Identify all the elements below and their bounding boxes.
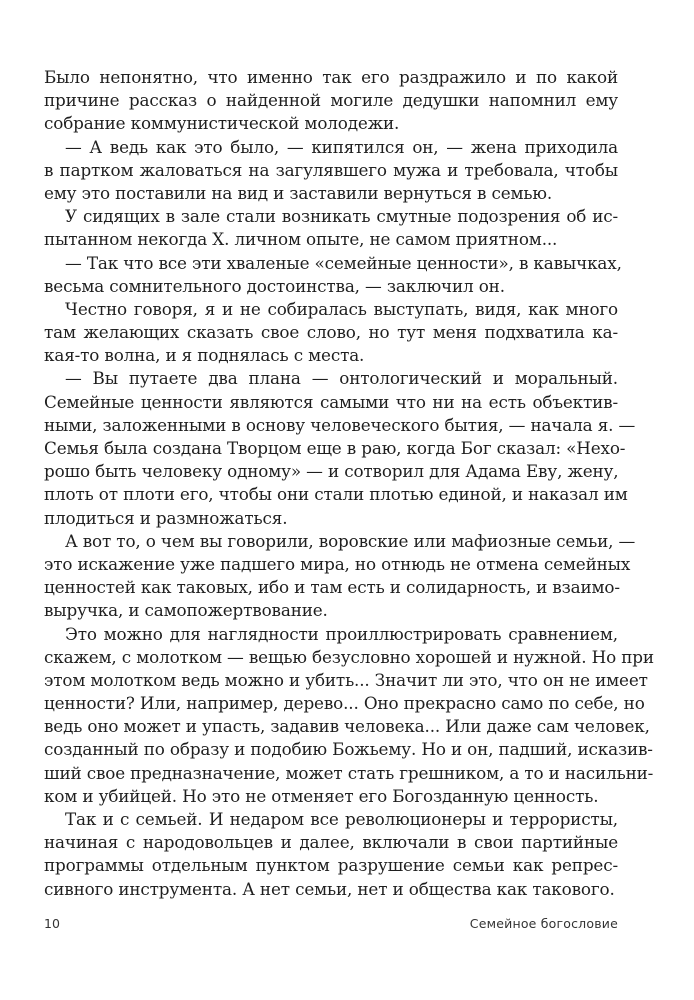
paragraph [44,623,654,809]
paragraph [44,205,618,251]
page-footer [44,916,618,934]
paragraph [44,252,622,298]
text-line: Семья была создана Творцом еще в раю, когда Бог сказал: «Нехо- [44,438,626,458]
text-line: Это можно для наглядности проиллюстрировать сравнением, [65,623,618,644]
text-line: — А ведь как это было, — кипятился он, — жена приходила [65,136,618,157]
text-line: ными, заложенными в основу человеческого бытия, — начала я. — [44,414,636,435]
text-line: — Так что все эти хваленые «семейные ценности», в кавычках, [65,252,622,273]
text-line: сивного инструмента. А нет семьи, нет и общества как такового. [44,878,615,899]
running-title: Семейное богословие [469,916,618,931]
text-line: программы отдельным пунктом разрушение семьи как репрес- [44,855,618,876]
text-line: скажем, с молотком — вещью безусловно хорошей и нужной. Но при [44,646,654,667]
text-line: плоть от плоти его, чтобы они стали плотью единой, и наказал им [44,484,628,505]
text-line: начиная с народовольцев и далее, включали в свои партийные [44,832,618,853]
text-line: ший свое предназначение, может стать грешником, а то и насильни- [44,762,654,783]
text-line: ком и убийцей. Но это не отменяет его Богозданную ценность. [44,785,599,806]
text-line: Семейные ценности являются самыми что ни на есть объектив- [44,391,618,412]
text-line: кая-то волна, и я поднялась с места. [44,345,365,366]
text-line: плодиться и размножаться. [44,507,288,528]
paragraph [44,136,618,206]
text-line: весьма сомнительного достоинства, — заключил он. [44,275,505,296]
text-line: ведь оно может и упасть, задавив человека... Или даже сам человек, [44,716,650,737]
text-line: пытанном некогда Х. личном опыте, не самом приятном... [44,229,558,250]
text-line: ему это поставили на вид и заставили вернуться в семью. [44,182,553,203]
text-line: причине рассказ о найденной могиле дедушки напомнил ему [44,90,618,111]
paragraph [44,530,636,623]
text-line: Так и с семьей. И недаром все революционеры и террористы, [65,809,618,829]
text-line: Честно говоря, я и не собиралась выступать, видя, как много [65,298,618,319]
text-line: рошо быть человеку одному» — и сотворил для Адама Еву, жену, [44,461,619,482]
text-line: выручка, и самопожертвование. [44,600,328,621]
text-line: в партком жаловаться на загулявшего мужа и требовала, чтобы [44,159,618,180]
text-line: — Вы путаете два плана — онтологический и моральный. [65,368,618,389]
text-line: Было непонятно, что именно так его раздражило и по какой [44,67,618,87]
text-line: это искажение уже падшего мира, но отнюдь не отмена семейных [44,553,631,574]
paragraph [44,808,618,901]
text-line: там желающих сказать свое слово, но тут меня подхватила ка- [44,322,618,343]
text-line: этом молотком ведь можно и убить... Значит ли это, что он не имеет [44,669,648,690]
paragraph [44,367,636,529]
text-line: ценностей как таковых, ибо и там есть и солидарность, и взаимо- [44,577,620,598]
body-text [44,66,654,901]
paragraph [44,66,618,136]
text-line: созданный по образу и подобию Божьему. Но и он, падший, исказив- [44,739,653,760]
text-line: ценности? Или, например, дерево... Оно прекрасно само по себе, но [44,693,645,714]
text-line: У сидящих в зале стали возникать смутные подозрения об ис- [65,206,618,227]
page-number: 10 [44,916,60,931]
paragraph [44,298,618,368]
text-line: собрание коммунистической молодежи. [44,113,400,134]
text-line: А вот то, о чем вы говорили, воровские или мафиозные семьи, — [65,530,636,551]
